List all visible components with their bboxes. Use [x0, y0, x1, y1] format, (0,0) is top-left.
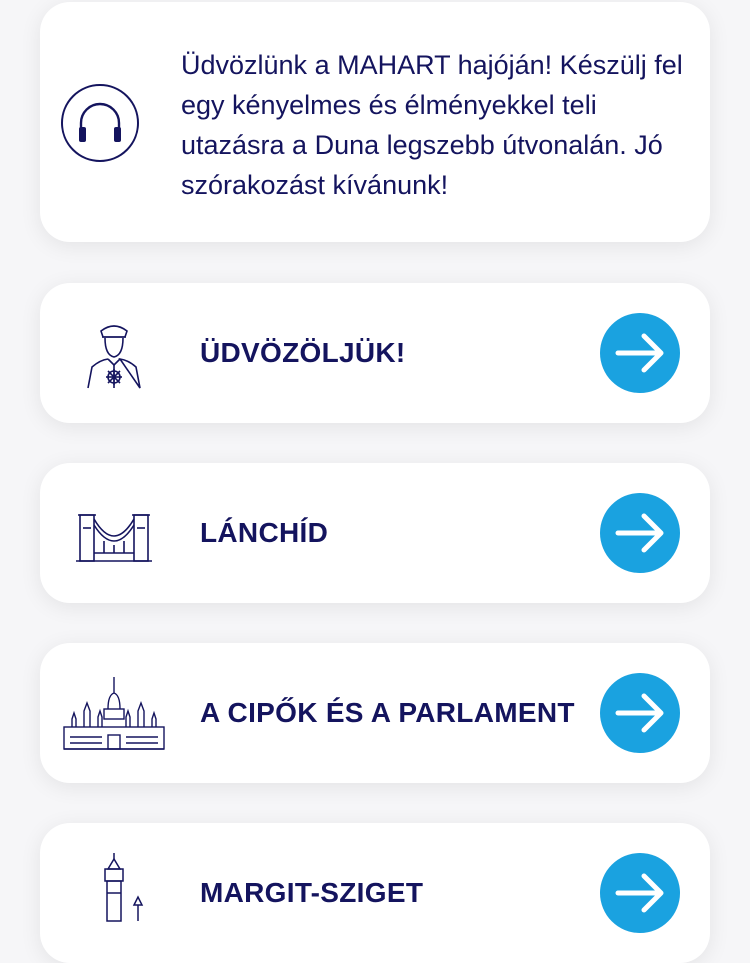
captain-icon: [58, 303, 170, 403]
water-tower-icon: [58, 843, 170, 943]
arrow-right-icon: [600, 853, 680, 933]
arrow-right-icon: [600, 493, 680, 573]
nav-item-label: MARGIT-SZIGET: [200, 877, 424, 908]
nav-item-label: A CIPŐK ÉS A PARLAMENT: [200, 697, 575, 728]
arrow-right-icon: [600, 673, 680, 753]
headphones-icon: [60, 83, 140, 163]
nav-item-lanchid[interactable]: [40, 463, 710, 603]
welcome-text: Üdvözlünk a MAHART hajóján! Készülj fel egy kényelmes és élményekkel teli utazásra a Duna legszebb útvonalán. Jó szórakozást kívánunk!: [181, 50, 683, 200]
chain-bridge-icon: [58, 483, 170, 583]
arrow-right-button[interactable]: [600, 493, 680, 573]
nav-item-cipok-parlament[interactable]: [40, 643, 710, 783]
arrow-right-button[interactable]: [600, 313, 680, 393]
nav-item-udvozoljuk[interactable]: [40, 283, 710, 423]
nav-item-label: LÁNCHÍD: [200, 517, 329, 548]
parliament-icon: [58, 663, 170, 763]
welcome-card: [40, 2, 710, 242]
arrow-right-icon: [600, 313, 680, 393]
arrow-right-button[interactable]: [600, 673, 680, 753]
nav-item-margit-sziget[interactable]: [40, 823, 710, 963]
arrow-right-button[interactable]: [600, 853, 680, 933]
nav-item-label: ÜDVÖZÖLJÜK!: [200, 337, 406, 368]
